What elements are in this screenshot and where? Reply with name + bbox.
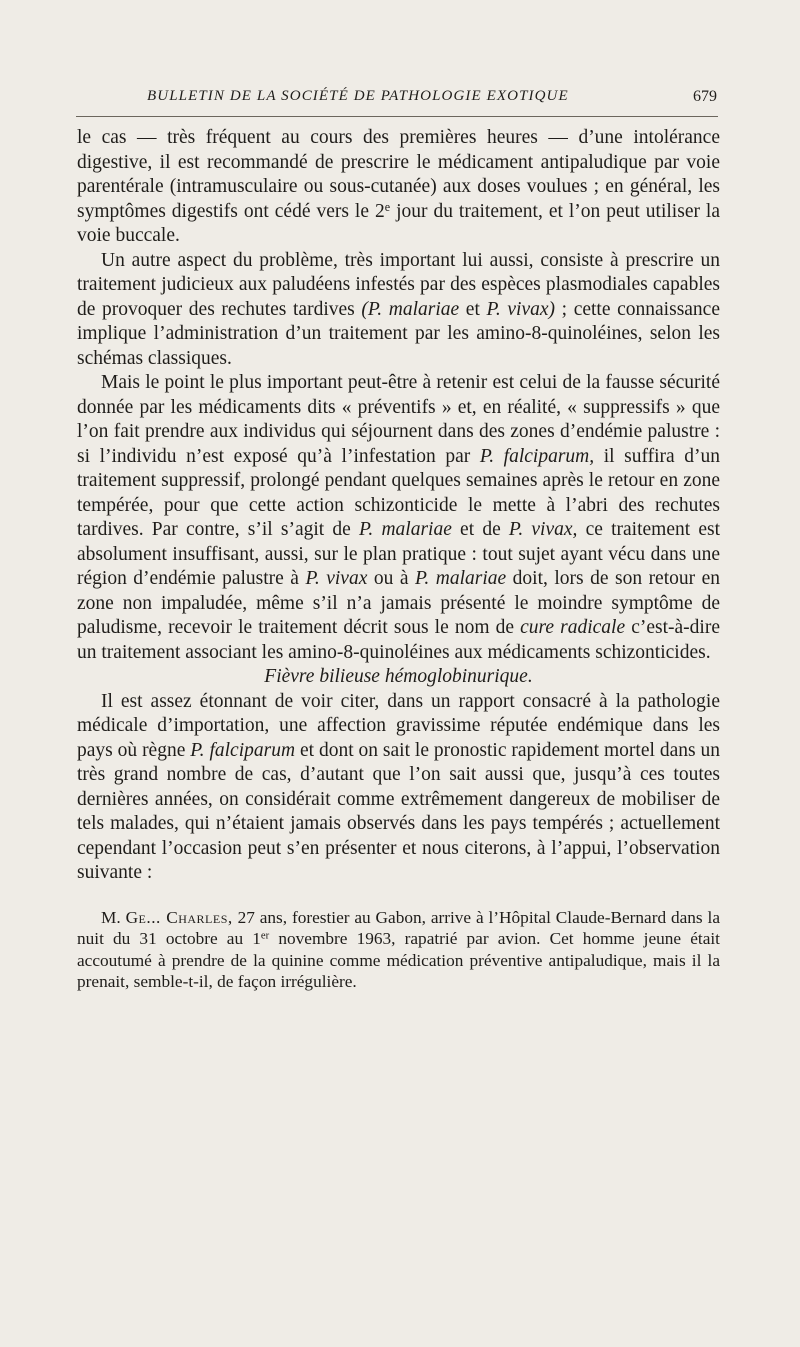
running-title: BULLETIN DE LA SOCIÉTÉ DE PATHOLOGIE EXOTIQUE [147,88,569,104]
page-number: 679 [693,88,717,105]
paragraph-1: le cas — très fréquent au cours des premières heures — d’une intolérance digestive, il est recommandé de prescrire le médicament antipaludique par voie parentérale (intramusculaire ou sous-cutanée) aux doses voulues ; en général, les symptômes digestifs ont cédé vers le 2e jour du traitement, et l’on peut utiliser la voie buccale. [77,127,721,246]
paragraph-4: Il est assez étonnant de voir citer, dans un rapport consacré à la pathologie médicale d’importation, une affection gravissime réputée endémique dans les pays où règne P. falciparum et dont on sait le pronostic rapidement mortel dans un très grand nombre de cas, d’autant que l’on sait aussi que, jusqu’à ces toutes dernières années, on considérait comme extrêmement dangereux de mobiliser de tels malades, qui n’étaient jamais observés dans les pays tempérés ; actuellement cependant l’occasion peut s’en présenter et nous citerons, à l’appui, l’observation suivante : [77,690,720,883]
running-header [147,88,717,112]
header-rule [76,116,718,117]
paragraph-3: Mais le point le plus important peut-être à retenir est celui de la fausse sécurité donnée par les médicaments dits « préventifs » et, en réalité, « suppressifs » que l’on fait prendre aux individus qui séjournent dans des zones d’endémie palustre : si l’individu n’est exposé qu’à l’infestation par P. falciparum, il suffira d’un traitement suppressif, prolongé pendant quelques semaines après le retour en zone tempérée, pour que cette action schizonticide le mette à l’abri des rechutes tardives. Par contre, s’il s’agit de P. malariae et de P. vivax, ce traitement est absolument insuffisant, aussi, sur le plan pratique : tout sujet ayant vécu dans une région d’endémie palustre à P. vivax ou à P. malariae doit, lors de son retour en zone non impaludée, même s’il n’a jamais présenté le moindre symptôme de paludisme, recevoir le traitement décrit sous le nom de cure radicale c’est-à-dire un traitement associant les amino-8-quinoléines aux médicaments schizonticides. [77,372,721,663]
section-title: Fièvre bilieuse hémoglobinurique. [264,666,533,687]
patient-name: Ge... Charles, [125,907,233,927]
observation-block [77,907,720,993]
observation-paragraph: M. Ge... Charles, 27 ans, forestier au Gabon, arrive à l’Hôpital Claude-Bernard dans la nuit du 31 octobre au 1er novembre 1963, rapatrié par avion. Cet homme jeune était accoutumé à prendre de la quinine comme médication préventive antipaludique, mais il la prenait, semble-t-il, de façon irrégulière. [77,907,720,991]
body-text [77,126,720,993]
paragraph-2: Un autre aspect du problème, très important lui aussi, consiste à prescrire un traitement judicieux aux paludéens infestés par des espèces plasmodiales capables de provoquer des rechutes tardives (P. malariae et P. vivax) ; cette connaissance implique l’administration d’un traitement par les amino-8-quinoléines, selon les schémas classiques. [77,249,720,369]
